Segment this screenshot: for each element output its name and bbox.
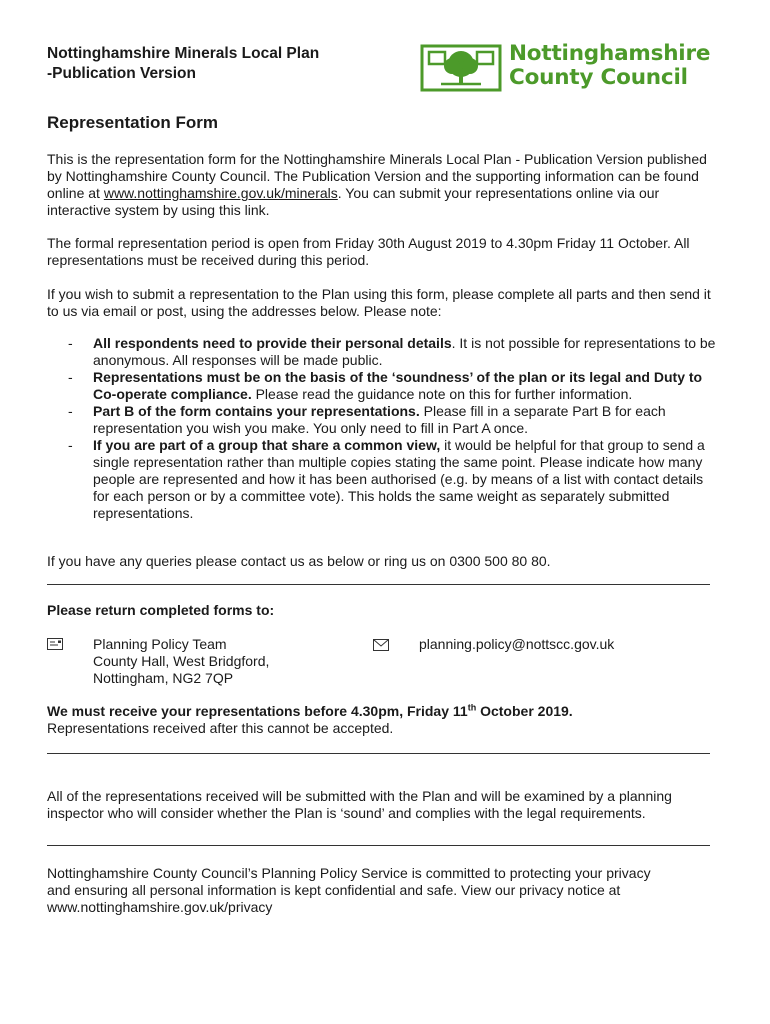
queries-paragraph: If you have any queries please contact us as below or ring us on 0300 500 80 80. xyxy=(47,553,551,569)
divider xyxy=(47,845,710,846)
list-item: - If you are part of a group that share a common view, it would be helpful for that group to send a single representation rather than multiple copies stating the same point. Please indicate how many people are represented and how it has been authorised (e.g. by means of a list with contact details for each person or by a committee vote). This holds the same weight as separately submitted representations. xyxy=(68,437,705,521)
address-card-icon xyxy=(47,638,63,650)
deadline-notice: We must receive your representations before 4.30pm, Friday 11th October 2019. Representations received after this cannot be accepted. xyxy=(47,702,573,736)
representation-period-paragraph: The formal representation period is open from Friday 30th August 2019 to 4.30pm Friday 11 October. All representations must be received during this period. xyxy=(47,235,690,268)
list-item: - Representations must be on the basis of the ‘soundness’ of the plan or its legal and Duty to Co-operate compliance. Please read the guidance note on this for further information. xyxy=(68,369,703,402)
envelope-icon xyxy=(373,639,389,651)
postal-address: Planning Policy Team County Hall, West Bridgford, Nottingham, NG2 7QP xyxy=(93,636,270,686)
intro-paragraph: This is the representation form for the Nottinghamshire Minerals Local Plan - Publication Version published by Nottinghamshire County Council. The Publication Version and the supporting information can be found online at www.nottinghamshire.gov.uk/minerals. You can submit your representations online via our interactive system by using this link. xyxy=(47,151,707,218)
document-title xyxy=(47,44,387,84)
council-logo xyxy=(419,42,724,94)
instructions-paragraph: If you wish to submit a representation to the Plan using this form, please complete all parts and then send it to us via email or post, using the addresses below. Please note: xyxy=(47,286,711,319)
examination-paragraph: All of the representations received will be submitted with the Plan and will be examined by a planning inspector who will consider whether the Plan is ‘sound’ and complies with the legal requirements. xyxy=(47,788,672,821)
form-title: Representation Form xyxy=(47,113,218,132)
divider xyxy=(47,584,710,585)
list-item: - Part B of the form contains your representations. Please fill in a separate Part B for each representation you wish you make. You only need to fill in Part A once. xyxy=(68,403,666,436)
list-item: - All respondents need to provide their personal details. It is not possible for representations to be anonymous. All responses will be made public. xyxy=(68,335,716,368)
council-name-line-2: County Council xyxy=(509,65,688,90)
document-title-line-1: Nottinghamshire Minerals Local Plan xyxy=(47,45,320,62)
notes-list xyxy=(47,335,722,522)
divider xyxy=(47,753,710,754)
privacy-link[interactable]: www.nottinghamshire.gov.uk/privacy xyxy=(47,899,273,915)
email-address[interactable]: planning.policy@nottscc.gov.uk xyxy=(419,636,615,652)
return-heading: Please return completed forms to: xyxy=(47,602,275,618)
privacy-paragraph: Nottinghamshire County Council’s Planning Policy Service is committed to protecting your privacy and ensuring all personal information is kept confidential and safe. View our privacy notice at www.nottinghamshire.gov.uk/privacy xyxy=(47,865,722,916)
document-title-line-2: -Publication Version xyxy=(47,65,196,82)
council-name xyxy=(509,42,710,90)
minerals-link[interactable]: www.nottinghamshire.gov.uk/minerals xyxy=(103,185,338,201)
tree-emblem-icon xyxy=(419,42,503,94)
council-name-line-1: Nottinghamshire xyxy=(509,41,711,66)
